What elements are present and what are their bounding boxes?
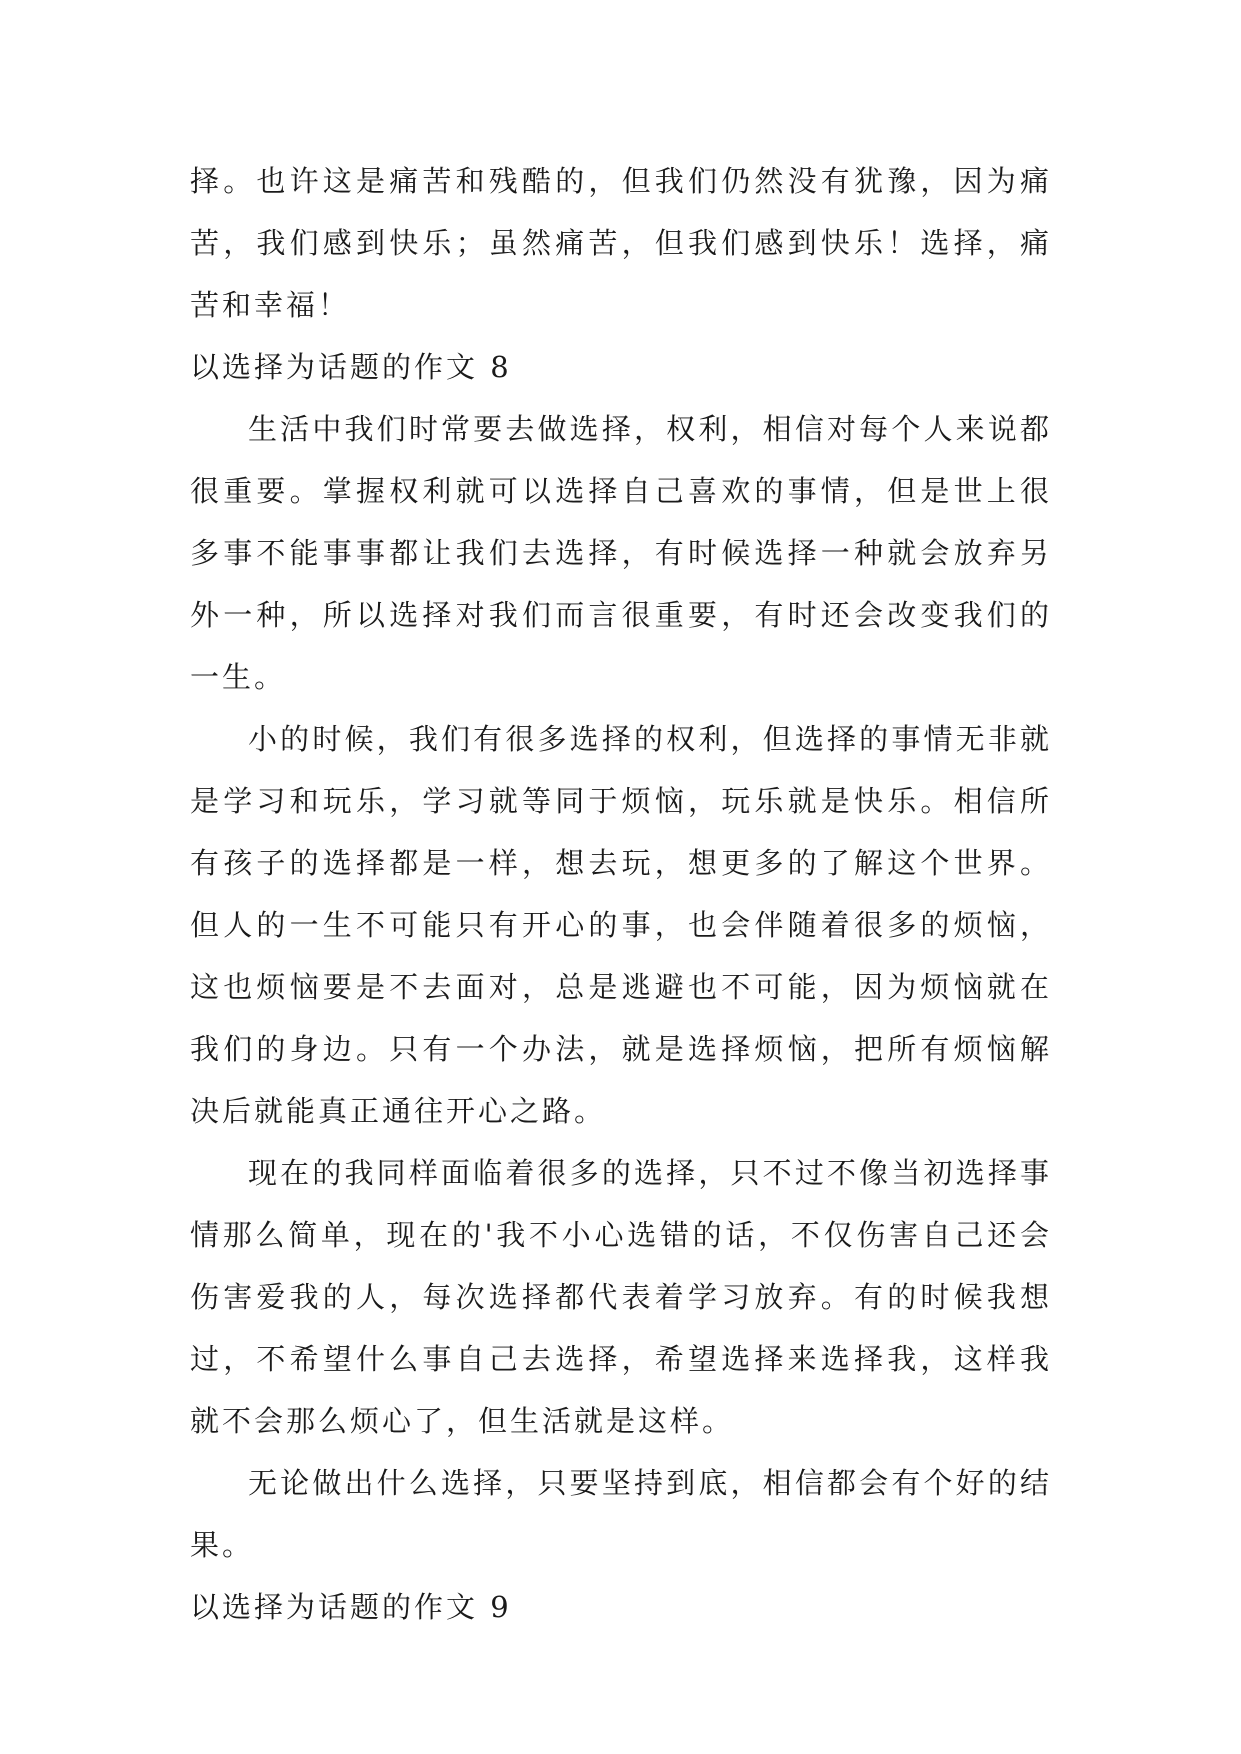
paragraph-3: 现在的我同样面临着很多的选择，只不过不像当初选择事情那么简单，现在的'我不小心选错的话，不仅伤害自己还会伤害爱我的人，每次选择都代表着学习放弃。有的时候我想过，不希望什么事自己去选择，希望选择来选择我，这样我就不会那么烦心了，但生活就是这样。: [190, 1156, 1052, 1438]
paragraph-4: 无论做出什么选择，只要坚持到底，相信都会有个好的结果。: [190, 1466, 1052, 1562]
paragraph-1: 生活中我们时常要去做选择，权利，相信对每个人来说都很重要。掌握权利就可以选择自己喜欢的事情，但是世上很多事不能事事都让我们去选择，有时候选择一种就会放弃另外一种，所以选择对我们而言很重要，有时还会改变我们的一生。: [190, 412, 1052, 694]
document-page: [190, 150, 1052, 1638]
essay-heading-8: 以选择为话题的作文 8: [190, 350, 512, 384]
continuation-paragraph: 择。也许这是痛苦和残酷的，但我们仍然没有犹豫，因为痛苦，我们感到快乐；虽然痛苦，但我们感到快乐！选择，痛苦和幸福！: [190, 164, 1052, 322]
essay-heading-9: 以选择为话题的作文 9: [190, 1590, 512, 1624]
paragraph-2: 小的时候，我们有很多选择的权利，但选择的事情无非就是学习和玩乐，学习就等同于烦恼，玩乐就是快乐。相信所有孩子的选择都是一样，想去玩，想更多的了解这个世界。但人的一生不可能只有开心的事，也会伴随着很多的烦恼，这也烦恼要是不去面对，总是逃避也不可能，因为烦恼就在我们的身边。只有一个办法，就是选择烦恼，把所有烦恼解决后就能真正通往开心之路。: [190, 722, 1052, 1128]
